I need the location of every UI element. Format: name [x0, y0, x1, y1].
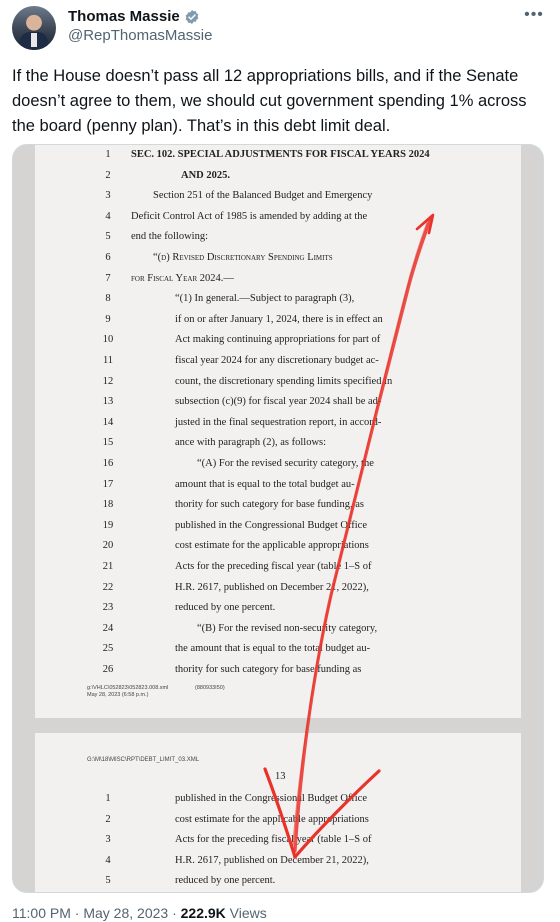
bill-line: published in the Congressional Budget Office [175, 793, 367, 804]
tweet-text: If the House doesn’t pass all 12 appropriations bills, and if the Senate doesn’t agree to them, we should cut government spending 1% across the board (penny plan). That’s in this debt limit deal. [12, 67, 527, 135]
bill-line: amount that is equal to the total budget au- [175, 478, 355, 490]
tweet-meta [12, 905, 267, 921]
bill-line: reduced by one percent. [175, 875, 276, 887]
bill-line: the amount that is equal to the total budget au- [175, 643, 371, 655]
bill-line: fiscal year 2024 for any discretionary budget ac- [175, 355, 379, 366]
line-number: 11 [102, 355, 114, 366]
line-number: 12 [102, 375, 114, 387]
bill-line: cost estimate for the applicable appropriations [175, 540, 369, 552]
more-options-icon[interactable]: ••• [524, 6, 544, 23]
author-handle[interactable]: @RepThomasMassie [68, 27, 213, 44]
tweet-media-image[interactable] [12, 144, 544, 893]
bill-line: H.R. 2617, published on December 21, 2022), [175, 581, 369, 593]
line-number: 21 [102, 561, 114, 572]
line-number: 8 [105, 293, 111, 305]
bill-line: published in the Congressional Budget Office [175, 519, 367, 531]
bill-line: if on or after January 1, 2024, there is in effect an [175, 313, 383, 325]
line-number: 16 [102, 458, 114, 469]
line-number: 10 [102, 334, 114, 346]
bill-page-1 [35, 145, 521, 718]
line-number: 17 [102, 478, 114, 490]
bill-line: “(B) For the revised non-security category, [197, 622, 378, 634]
bill-line: “(d) Revised Discretionary Spending Limits [153, 252, 333, 263]
bill-line: Act making continuing appropriations for part of [175, 334, 381, 346]
line-number: 3 [105, 190, 111, 202]
line-number: 18 [102, 499, 114, 511]
line-number: 1 [105, 793, 111, 804]
file-header: G:\M\18\MISC\RPT\DEBT_LIMIT_03.XML [87, 757, 200, 763]
line-number: 4 [105, 854, 111, 866]
bill-line: cost estimate for the applicable appropriations [175, 813, 369, 825]
line-number: 25 [102, 643, 114, 655]
page-number: 13 [275, 771, 286, 782]
author-block [68, 8, 212, 44]
line-number: 5 [105, 875, 111, 887]
bill-line: SEC. 102. SPECIAL ADJUSTMENTS FOR FISCAL YEARS 2024 [131, 149, 430, 160]
tweet-date[interactable]: May 28, 2023 [83, 905, 169, 921]
tweet-time[interactable]: 11:00 PM [12, 905, 71, 921]
bill-line: reduced by one percent. [175, 602, 276, 614]
line-number: 6 [105, 252, 111, 263]
line-number: 22 [102, 581, 114, 593]
line-number: 13 [102, 396, 114, 408]
file-date-note: May 28, 2023 (6:58 p.m.) [87, 692, 149, 698]
line-number: 9 [105, 313, 111, 325]
line-number: 4 [105, 210, 111, 222]
meta-separator: · [168, 905, 181, 921]
bill-line: “(A) For the revised security category, the [197, 458, 374, 469]
line-number: 2 [105, 813, 111, 825]
line-number: 3 [105, 834, 111, 846]
bill-line: for Fiscal Year 2024.— [131, 272, 234, 284]
bill-line: H.R. 2617, published on December 21, 2022), [175, 854, 369, 866]
meta-separator: · [70, 905, 84, 921]
bill-line: AND 2025. [181, 169, 230, 181]
bill-line: thority for such category for base funding, as [175, 499, 364, 511]
bill-page-2 [35, 733, 521, 893]
bill-line: Section 251 of the Balanced Budget and Emergency [153, 190, 373, 202]
bill-line: Acts for the preceding fiscal year (table 1–S of [175, 561, 372, 572]
name-row [68, 8, 212, 25]
tweet-header [12, 6, 548, 52]
file-id-note: (880933I50) [195, 685, 225, 691]
bill-line: count, the discretionary spending limits specified in [175, 375, 393, 387]
line-number: 23 [102, 602, 114, 614]
bill-line: thority for such category for base funding as [175, 664, 362, 675]
line-number: 26 [102, 664, 114, 675]
bill-line: end the following: [131, 231, 208, 243]
author-display-name[interactable]: Thomas Massie [68, 8, 180, 25]
avatar-shirt [31, 33, 37, 47]
bill-line: Deficit Control Act of 1985 is amended by adding at the [131, 210, 368, 222]
line-number: 2 [105, 169, 111, 181]
file-path-note: g:\VHLC\052823\052823.008.xml [87, 685, 169, 691]
line-number: 24 [102, 622, 114, 634]
line-number: 15 [102, 437, 114, 449]
line-number: 5 [105, 231, 111, 243]
views-label: Views [225, 905, 267, 921]
avatar[interactable] [12, 6, 56, 50]
verified-badge-icon [184, 9, 200, 25]
bill-line: “(1) In general.—Subject to paragraph (3), [175, 293, 355, 305]
bill-line: subsection (c)(9) for fiscal year 2024 shall be ad- [175, 396, 382, 408]
line-number: 1 [105, 149, 111, 160]
line-number: 19 [102, 519, 114, 531]
line-number: 14 [102, 416, 114, 428]
line-number: 20 [102, 540, 114, 552]
bill-line: ance with paragraph (2), as follows: [175, 437, 327, 449]
bill-line: justed in the final sequestration report, in accord- [175, 416, 382, 428]
views-count: 222.9K [180, 905, 226, 921]
bill-line: Acts for the preceding fiscal year (table 1–S of [175, 834, 372, 846]
line-number: 7 [105, 272, 111, 284]
